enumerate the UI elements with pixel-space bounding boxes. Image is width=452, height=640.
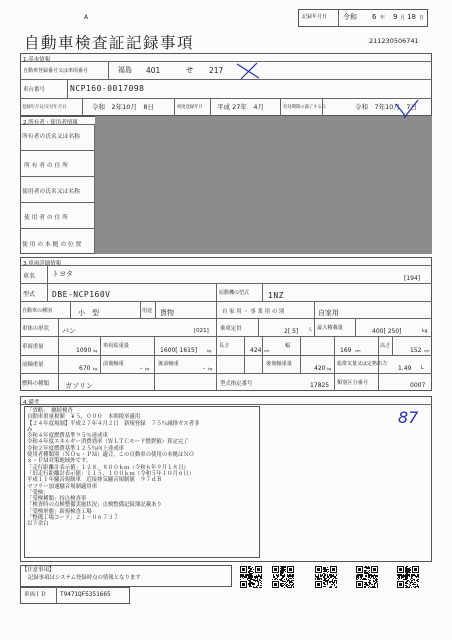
- handwritten-x-mark: [233, 60, 265, 82]
- displacement-value: 1.49: [398, 365, 412, 372]
- max-load-label: 最大積載量: [317, 325, 343, 331]
- fuel-label: 燃料の種類: [22, 381, 49, 387]
- rear-front-axle-unit: kg: [208, 367, 213, 371]
- type-label: 自動車の種別: [22, 308, 53, 314]
- weight-unit: kg: [93, 349, 98, 353]
- max-load-value: 400[ 250]: [372, 328, 402, 335]
- record-date-year-unit: 年: [380, 15, 386, 21]
- body-label: 車体の形状: [22, 326, 49, 332]
- maker-value: トヨタ: [52, 270, 73, 278]
- plate-region: 福島: [118, 66, 132, 74]
- first-reg-label: 登録年月日/交付年月日: [22, 105, 67, 110]
- qr-code: [240, 566, 262, 588]
- user-name-label: 使用者の氏名又は名称: [22, 189, 80, 195]
- body-value: バン: [62, 327, 76, 335]
- vehicle-id-label: 車両ＩＤ: [24, 592, 47, 598]
- record-date-day: 18: [407, 13, 416, 21]
- front-axle-unit: kg: [93, 367, 98, 371]
- body-code: [021]: [194, 328, 209, 334]
- basic-section-heading: 1.基本情報: [23, 57, 51, 63]
- width-unit: cm: [355, 349, 361, 353]
- length-unit: cm: [264, 349, 270, 353]
- gross-unit: kg: [207, 349, 212, 353]
- qr-code: [397, 566, 419, 588]
- length-value: 424: [250, 347, 262, 354]
- model-value: DBE-NCP160V: [52, 290, 111, 299]
- vin-value: NCP160-0017098: [70, 84, 145, 93]
- gross-value: 1600[ 1615]: [160, 347, 198, 354]
- height-value: 152: [410, 347, 422, 354]
- capacity-value: 2[ 5]: [284, 328, 299, 335]
- private-label: 自 家 用 ・ 事 業 用 の 別: [222, 309, 285, 315]
- rear-axle-value: 420: [314, 365, 326, 372]
- category-label: 類別区分番号: [337, 380, 369, 386]
- record-date-month-unit: 月: [400, 15, 406, 21]
- remarks-line: 令和４年度エネルギー消費効率（ＷＬＴＣモード燃費値）算定完了: [27, 439, 189, 446]
- front-rear-axle-unit: kg: [145, 367, 150, 371]
- handwritten-check-mark: [392, 98, 422, 120]
- capacity-label: 乗車定員: [220, 326, 242, 332]
- use-label: 用途: [142, 308, 153, 314]
- category-value: 0007: [410, 382, 426, 389]
- remarks-line: 平成１１年騒音規制車 近接排気騒音規制値 ９７ｄＢ: [27, 477, 162, 484]
- expiry-label: 有効期間の満了する日: [283, 105, 326, 110]
- owner-section-heading: 2.所有者・使用者情報: [23, 120, 78, 126]
- remarks-line: 「受検種類」持込検査車: [27, 496, 87, 503]
- model-cert-value: 17825: [310, 382, 330, 389]
- record-date-label: 記録年月日: [302, 14, 328, 20]
- vehicle-id-value: T9471QF5351665: [60, 591, 111, 598]
- remarks-line: 「検査時の点検整備実施状況」点検整備記録簿記載あり: [27, 502, 162, 509]
- plate-number: 217: [209, 66, 224, 75]
- private-value: 自家用: [318, 309, 339, 317]
- width-label: 幅: [285, 343, 291, 349]
- remarks-line: 使用者種類別（ＮＯｘ・ＰＭ）適合。この自動車の使用の本拠はＮＯ: [27, 452, 195, 459]
- remarks-line: 「走行距離計表示値」１２８，８００ｋｍ（令和６年９月１８日）: [27, 464, 189, 471]
- remarks-line: 「省略」 継続検査: [27, 408, 73, 414]
- rear-front-axle-value: -: [203, 365, 206, 372]
- model-cert-label: 型式指定番号: [220, 381, 253, 387]
- remarks-line: 自動車重量税額 ￥５，０００ 本則税率適用: [27, 414, 141, 421]
- record-date-day-unit: 日: [419, 15, 425, 21]
- owner-name-label: 所有者の氏名又は名称: [22, 134, 80, 140]
- base-location-label: 使 用 の 本 拠 の 位 置: [22, 242, 82, 248]
- width-value: 169: [340, 347, 352, 354]
- corner-mark: A: [84, 14, 89, 21]
- user-address-label: 使 用 者 の 住 所: [24, 215, 68, 221]
- max-load-unit: kg: [422, 329, 428, 334]
- expiry-value: 令和 7年10月 7日: [355, 103, 418, 111]
- front-rear-axle-value: -: [140, 365, 143, 372]
- weight-value: 1090: [76, 347, 92, 354]
- remarks-line: 【２４年度規制】平成２７年４月２日 新規登録 ７５％減排ガス者非: [27, 420, 200, 427]
- front-axle-value: 670: [79, 365, 91, 372]
- qr-code: [315, 566, 337, 588]
- maker-label: 車名: [23, 273, 36, 280]
- handwritten-note: 87: [398, 408, 419, 427]
- remarks-text: [27, 408, 200, 528]
- weight-label: 車両重量: [22, 344, 44, 350]
- document-title: 自動車検査証記録事項: [24, 34, 195, 52]
- notice-title: 【注意事項】: [22, 567, 55, 573]
- redaction-block: [95, 116, 432, 254]
- length-label: 長さ: [219, 343, 230, 349]
- qr-code: [356, 566, 378, 588]
- remarks-line: ｘ・ＰＭ対策地域外です。: [27, 458, 92, 465]
- remarks-line: 「整備工場コード」２１－０６７３７: [27, 515, 119, 522]
- engine-label: 原動機の型式: [219, 290, 250, 296]
- fuel-value: ガソリン: [65, 382, 93, 390]
- remarks-line: 令和２年度燃費基準１２５％向上達成車: [27, 445, 125, 452]
- vehicle-section-heading: 3.車両詳細情報: [23, 261, 62, 267]
- vin-label: 車台番号: [23, 87, 46, 93]
- remarks-line: 「受検形態」新規検査工場: [27, 508, 92, 515]
- displacement-unit: L: [421, 365, 424, 371]
- rear-axle-label: 後後軸重量: [266, 361, 292, 367]
- model-label: 型式: [23, 291, 36, 298]
- notice-text: 記録事項はシステム登録時点の情報となります: [28, 575, 141, 581]
- front-rear-axle-label: 前後軸重: [103, 361, 124, 367]
- record-date-era: 令和: [343, 13, 357, 21]
- gross-label: 車両総重量: [103, 343, 129, 349]
- height-label: 高さ: [380, 343, 391, 349]
- type-value: 小 型: [78, 309, 99, 317]
- remarks-line: み: [27, 426, 33, 433]
- reg-number-label: 自動車登録番号又は車両番号: [23, 68, 89, 74]
- height-unit: cm: [424, 349, 430, 353]
- remarks-line: マフラー加速騒音規制適用車: [27, 483, 98, 490]
- remarks-line: 「旧走行距離計表示値」１１５，１００ｋｍ（令和５年１０月６日）: [27, 470, 195, 477]
- record-date-month: 9: [393, 13, 398, 21]
- remarks-line: 「受検」: [27, 489, 49, 496]
- maker-code: [194]: [404, 275, 421, 282]
- owner-address-label: 所 有 者 の 住 所: [24, 163, 68, 169]
- first-reg-year-label: 初度登録年月: [177, 105, 203, 110]
- first-reg-value: 令和 2年10月 8日: [92, 103, 155, 111]
- record-date-year: 6: [372, 13, 377, 21]
- displacement-label: 総排気量又は定格出力: [337, 361, 388, 367]
- first-reg-year-value: 平成 27年 4月: [217, 103, 264, 111]
- remarks-line: 以下余白: [27, 521, 49, 528]
- capacity-unit: 人: [308, 328, 313, 333]
- plate-class: 401: [146, 66, 161, 75]
- remarks-line: 令和４年度燃費基準９５％達成車: [27, 433, 108, 440]
- qr-code: [272, 566, 294, 588]
- engine-value: 1NZ: [268, 291, 284, 300]
- rear-axle-unit: kg: [327, 367, 332, 371]
- remarks-section-heading: 4.備考: [23, 400, 40, 406]
- document-number: 211230506741: [369, 37, 419, 45]
- plate-kana: せ: [186, 66, 193, 74]
- use-value: 貨物: [160, 309, 174, 317]
- rear-front-axle-label: 後前軸重: [158, 361, 179, 367]
- front-axle-label: 前軸重量: [22, 362, 44, 368]
